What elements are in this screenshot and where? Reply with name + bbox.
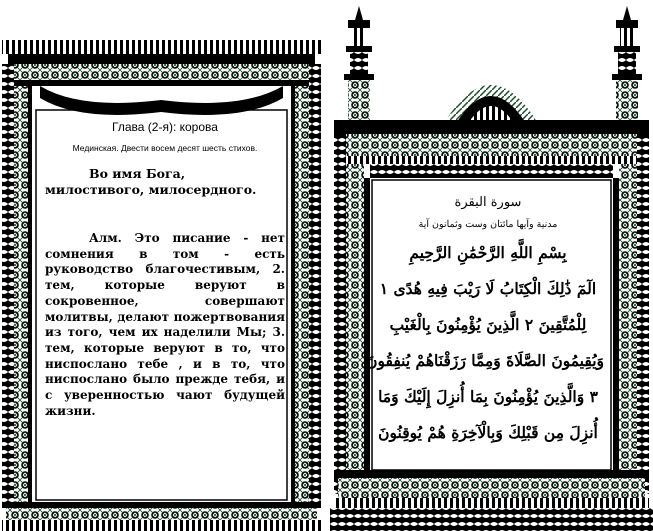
arabic-line: بِسْمِ اللَّهِ الرَّحْمَٰنِ الرَّحِيمِ	[409, 243, 567, 262]
surah-title: سورة البقرة	[454, 195, 522, 210]
chapter-subtitle: Мединская. Двести восем десят шесть стихов.	[72, 143, 258, 153]
arabic-line: أُنزِلَ مِن قَبْلِكَ وَبِالْآخِرَةِ هُمْ يُوقِنُونَ	[378, 423, 598, 442]
arabic-line: لِلْمُتَّقِينَ ٢ الَّذِينَ يُؤْمِنُونَ بِالْغَيْبِ	[389, 315, 587, 334]
right-page	[330, 0, 653, 531]
left-minaret	[344, 6, 374, 120]
chapter-title: Глава (2-я): корова	[112, 120, 218, 134]
verse-body: Алм. Это писание - нет сомнения в том - есть руководство благочестивым, 2. тем, которые веруют в сокровенное, совершают молитвы, делают пожертвования из того, чем их наделили Мы; 3. тем, которые веруют в то, что ниспослано тебе , и в то, что ниспослано было прежде тебя, и с уверенностью чают будущей жизни.	[45, 231, 285, 418]
arabic-line: الٓمٓ ذَٰلِكَ الْكِتَابُ لَا رَيْبَ فِيهِ هُدًى ١	[379, 279, 597, 298]
invocation: Во имя Бога, милостивого, милосердного.	[45, 166, 257, 197]
arabic-line: ٣ وَالَّذِينَ يُؤْمِنُونَ بِمَا أُنزِلَ إِلَيْكَ وَمَا	[378, 387, 598, 406]
arabic-line: وَيُقِيمُونَ الصَّلَاةَ وَمِمَّا رَزَقْنَاهُمْ يُنفِقُونَ	[366, 351, 604, 370]
right-ornamental-frame	[330, 0, 653, 531]
right-minaret	[612, 6, 642, 120]
surah-subtitle: مدنية وآيها مائتان وست وثمانون آية	[418, 219, 558, 230]
